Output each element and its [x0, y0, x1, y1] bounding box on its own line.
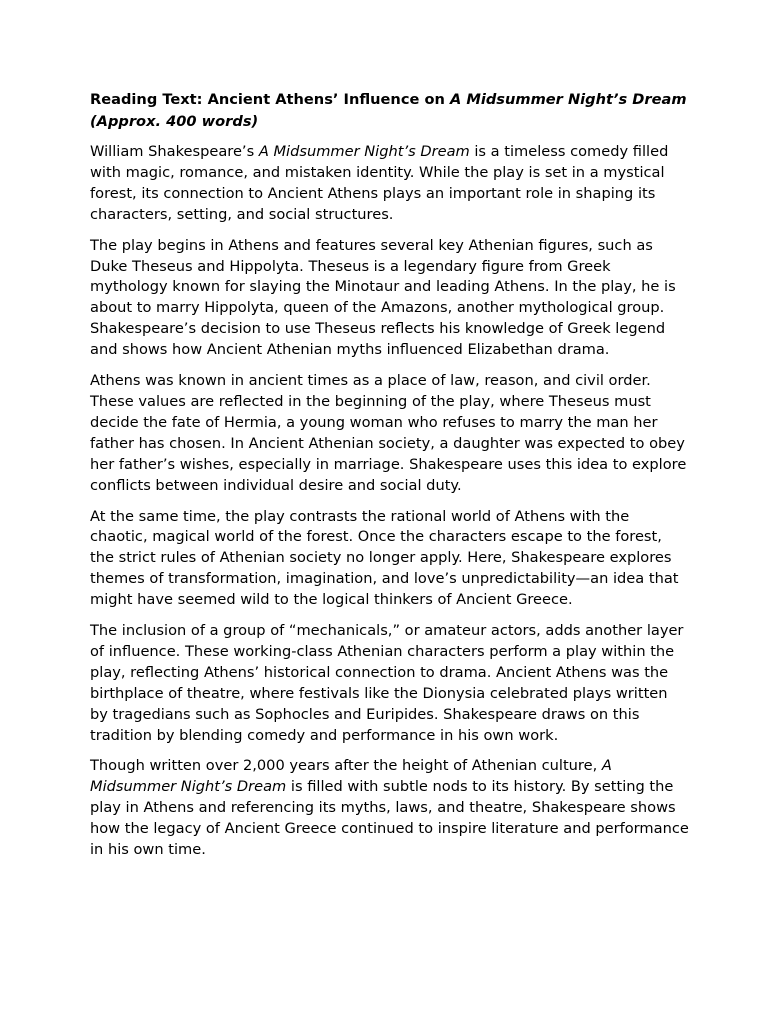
paragraph-conclusion — [90, 756, 690, 861]
title-text: Reading Text: Ancient Athens’ Influence on — [90, 91, 450, 108]
paragraph-mechanicals: The inclusion of a group of “mechanicals,” or amateur actors, adds another layer of influence. These working-class Athenian characters perform a play within the play, reflecting Athens’ historical connection to drama. Ancient Athens was the birthplace of theatre, where festivals like the Dionysia celebrated plays written by tragedians such as Sophocles and Euripides. Shakespeare draws on this tradition by blending comedy and performance in his own work. — [90, 622, 684, 744]
title-play-name: A Midsummer Night’s Dream — [449, 91, 687, 108]
paragraph-theseus: The play begins in Athens and features several key Athenian figures, such as Duke Theseus and Hippolyta. Theseus is a legendary figure from Greek mythology known for slaying the Minotaur and leading Athens. In the play, he is about to marry Hippolyta, queen of the Amazons, another mythological group. Shakespeare’s decision to use Theseus reflects his knowledge of Greek legend and shows how Ancient Athenian myths influenced Elizabethan drama. — [90, 236, 676, 359]
paragraph-text: Though written over 2,000 years after the height of Athenian culture, — [90, 757, 602, 775]
paragraph-text: is filled with subtle nods to its history. By setting the play in Athens and referencing its myths, laws, and theatre, Shakespeare shows how the legacy of Ancient Greece continued to inspire literature and performance in his own time. — [90, 778, 689, 859]
paragraph-intro — [90, 142, 690, 226]
document-page — [90, 89, 690, 871]
play-title-italic: A Midsummer Night’s Dream — [258, 143, 470, 160]
title-word-count: (Approx. 400 words) — [90, 112, 259, 130]
play-title-italic: A Midsummer Night’s Dream — [90, 757, 612, 796]
document-title — [90, 89, 690, 132]
paragraph-text: is a timeless comedy filled with magic, romance, and mistaken identity. While the play is set in a mystical forest, its connection to Ancient Athens plays an important role in shaping its characters, setting, and social structures. — [90, 143, 669, 223]
paragraph-forest-contrast: At the same time, the play contrasts the rational world of Athens with the chaotic, magical world of the forest. Once the characters escape to the forest, the strict rules of Athenian society no longer apply. Here, Shakespeare explores themes of transformation, imagination, and love’s unpredictability—an idea that might have seemed wild to the logical thinkers of Ancient Greece. — [90, 507, 679, 609]
paragraph-text: William Shakespeare’s — [90, 143, 259, 160]
paragraph-law-order: Athens was known in ancient times as a place of law, reason, and civil order. These values are reflected in the beginning of the play, where Theseus must decide the fate of Hermia, a young woman who refuses to marry the man her father has chosen. In Ancient Athenian society, a daughter was expected to obey her father’s wishes, especially in marriage. Shakespeare uses this idea to explore conflicts between individual desire and social duty. — [90, 372, 687, 494]
